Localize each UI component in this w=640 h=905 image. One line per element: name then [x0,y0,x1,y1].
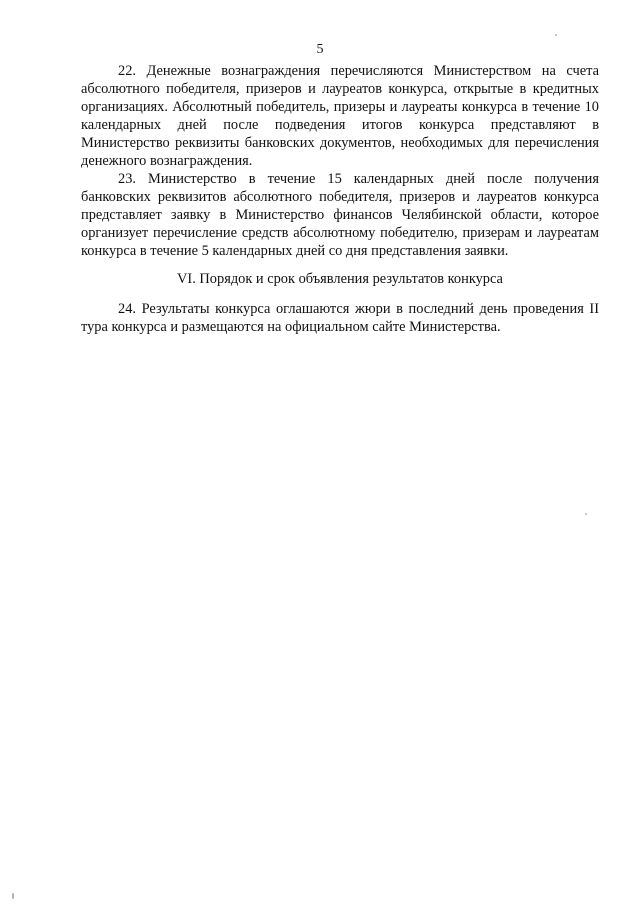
section-heading: VI. Порядок и срок объявления результатов конкурса [177,271,503,287]
page-number: 5 [316,42,324,57]
paragraph-22: 22. Денежные вознаграждения перечисляются Министерством на счета абсолютного победителя, призеров и лауреатов конкурса, открытые в кредитных организациях. Абсолютный победитель, призеры и лауреаты конкурса в течение 10 календарных дней после подведения итогов конкурса представляют в Министерство реквизиты банковских документов, необходимых для перечисления денежного вознаграждения. [81,63,599,169]
paragraph-24: 24. Результаты конкурса оглашаются жюри в последний день проведения II тура конкурса и размещаются на официальном сайте Министерства. [81,301,599,335]
paragraph-23: 23. Министерство в течение 15 календарных дней после получения банковских реквизитов абсолютного победителя, призеров и лауреатов конкурса представляет заявку в Министерство финансов Челябинской области, которое организует перечисление средств абсолютному победителю, призерам и лауреатам конкурса в течение 5 календарных дней со дня представления заявки. [81,171,599,259]
scan-speck [555,34,557,36]
document-body [81,62,599,336]
scan-speck [585,513,587,515]
scan-speck [12,893,14,899]
